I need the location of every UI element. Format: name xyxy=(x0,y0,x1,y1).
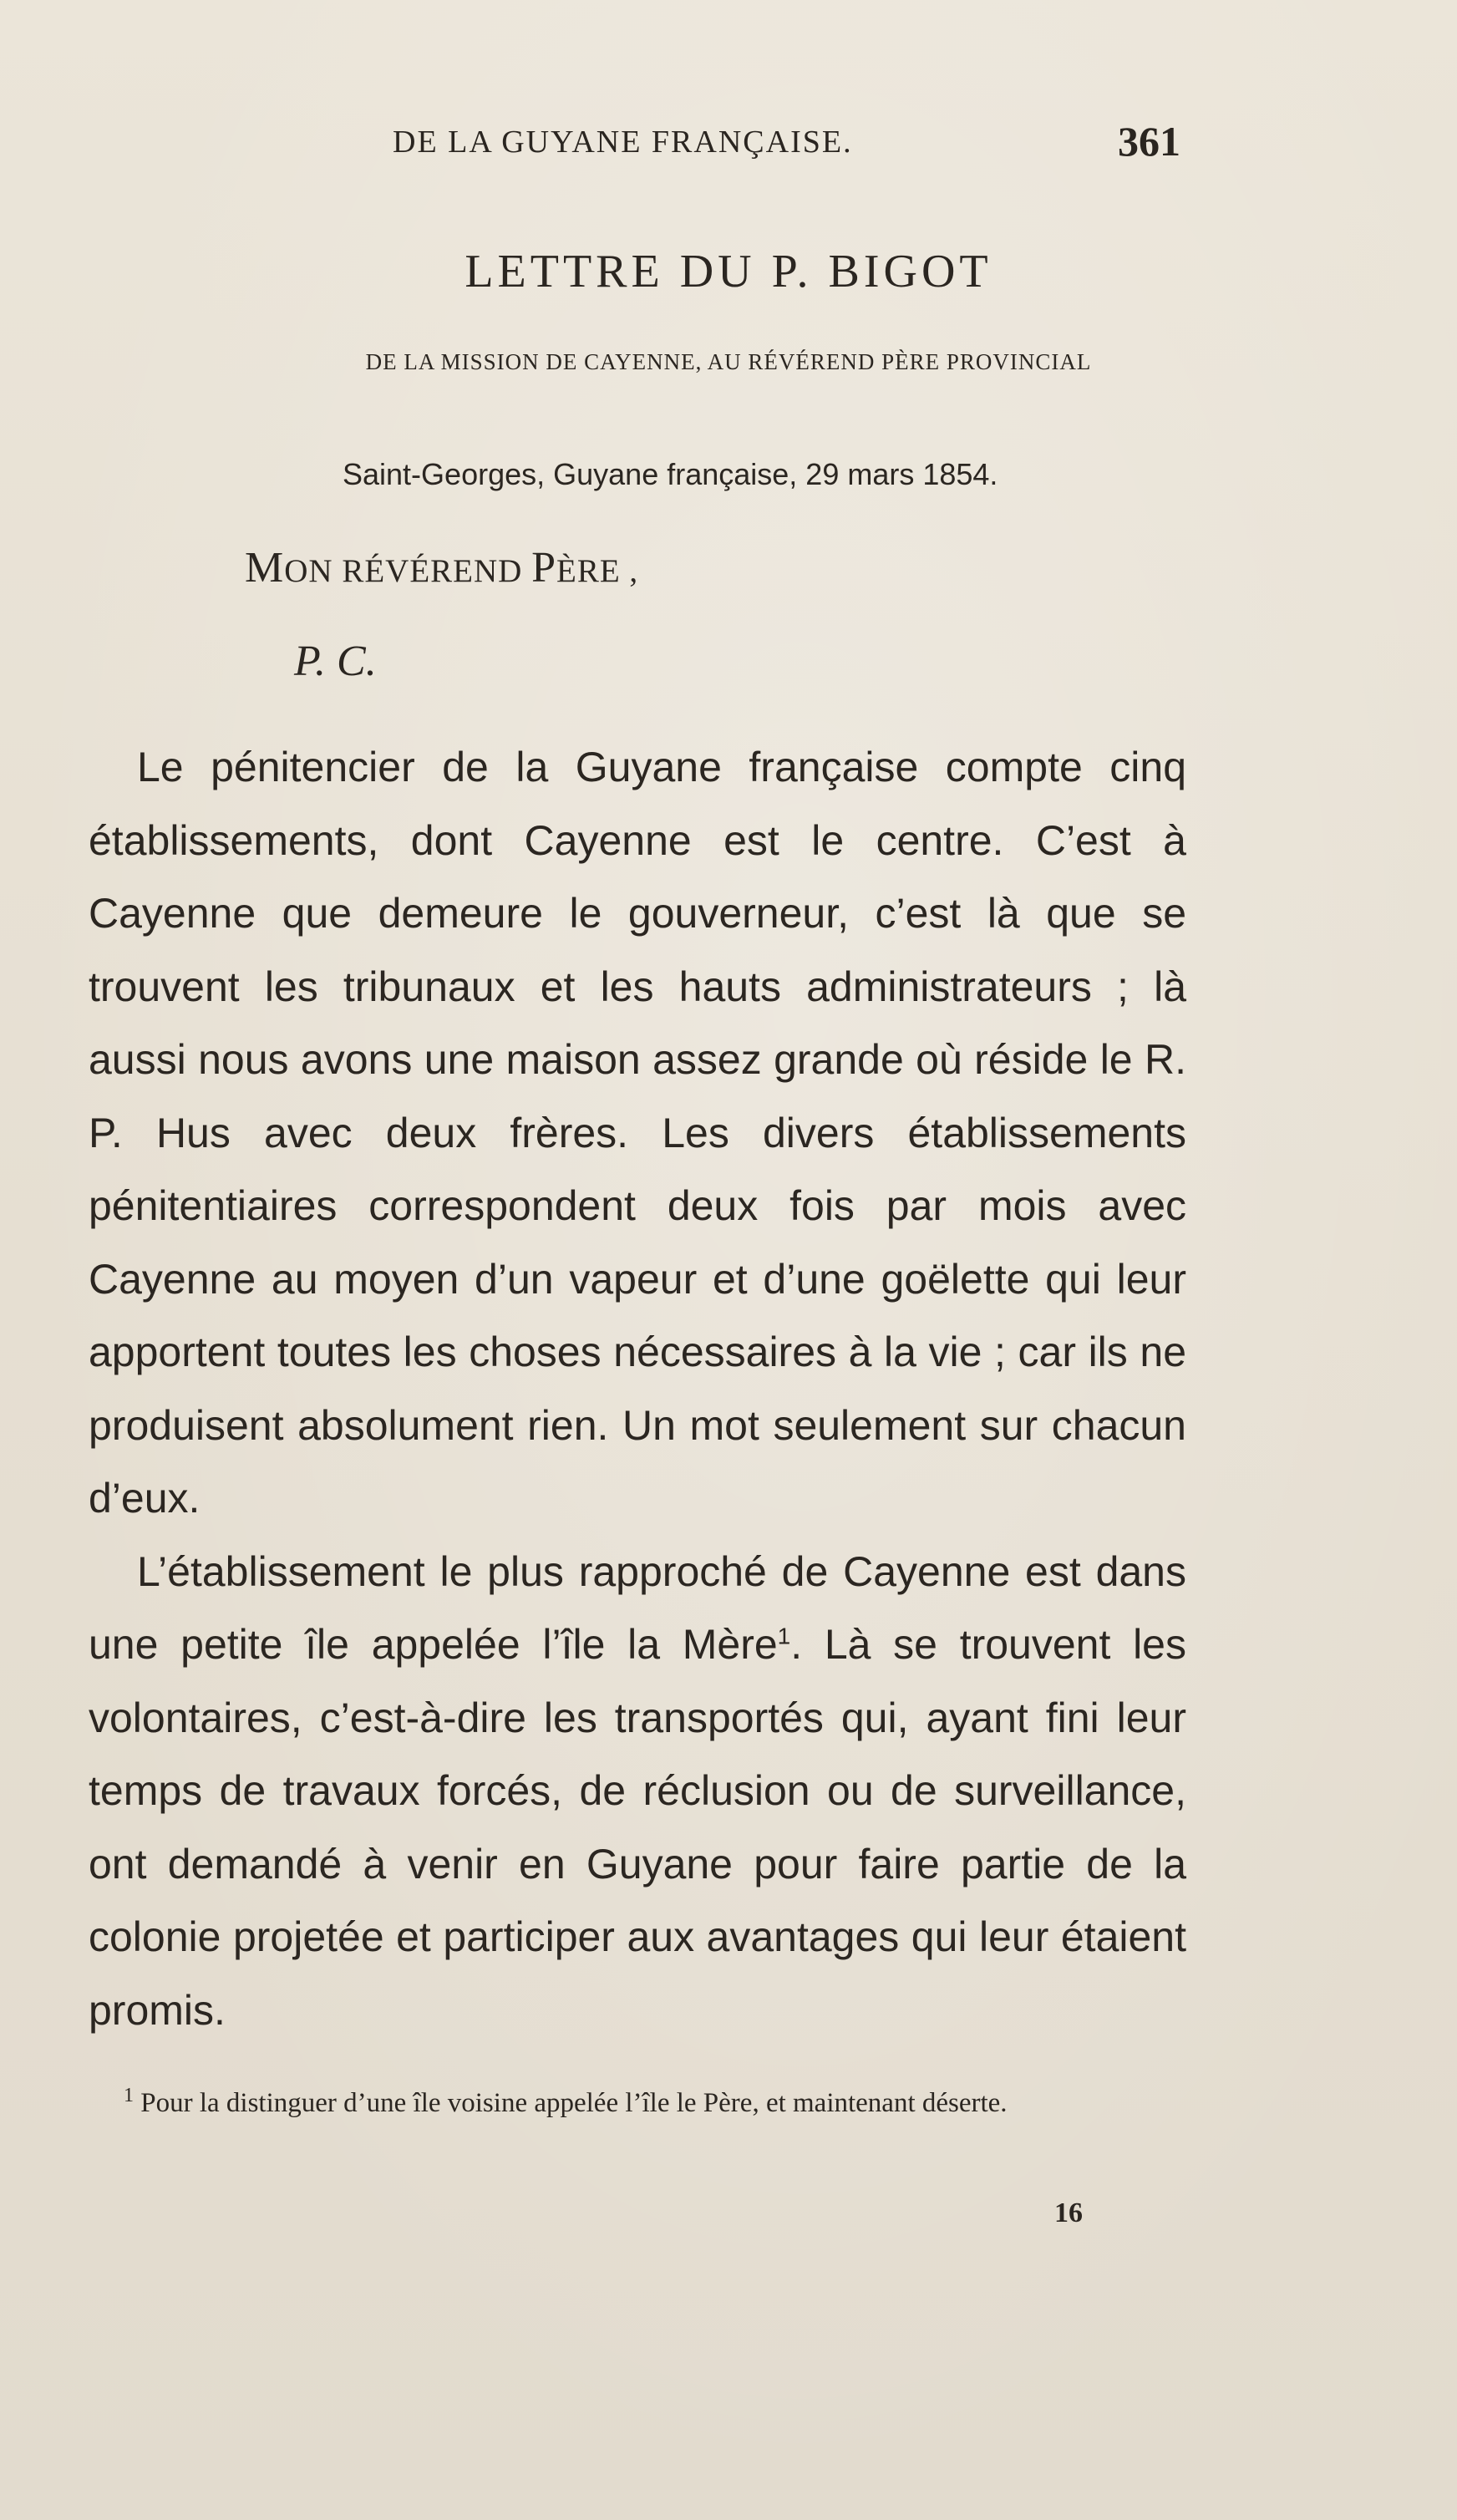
paragraph-2 xyxy=(89,1536,1186,2048)
letter-subtitle: DE LA MISSION DE CAYENNE, AU RÉVÉREND PÈRE PROVINCIAL xyxy=(365,349,1092,374)
body-text xyxy=(89,731,1186,2047)
running-head xyxy=(0,118,1457,174)
salutation-initial-p: P xyxy=(531,544,556,592)
salutation-initial-m: M xyxy=(245,544,285,592)
letter-title: LETTRE DU P. BIGOT xyxy=(465,246,992,297)
running-head-title: DE LA GUYANE FRANÇAISE. xyxy=(393,124,853,160)
dateline: Saint-Georges, Guyane française, 29 mars 1854. xyxy=(343,457,998,491)
footnote-marker: 1 xyxy=(124,2085,134,2106)
footnote-reference: 1 xyxy=(777,1623,791,1649)
page-number: 361 xyxy=(1118,118,1180,165)
signature-mark: 16 xyxy=(1054,2197,1083,2228)
salutation-small-caps-2: ÈRE , xyxy=(556,553,639,589)
salutation xyxy=(245,543,638,592)
footnote xyxy=(89,2081,1186,2126)
pax-christi: P. C. xyxy=(294,638,377,685)
paragraph-2-text-b: . Là se trouvent les volontaires, c’est-à-dire les transportés qui, ayant fini leur temps de travaux forcés, de réclusion ou de surveillance, ont demandé à venir en Guyane pour faire partie de la colonie projetée et participer aux avantages qui leur étaient promis. xyxy=(89,1621,1186,2034)
salutation-small-caps-1: ON RÉVÉREND xyxy=(284,553,532,589)
paragraph-1: Le pénitencier de la Guyane française compte cinq établissements, dont Cayenne est le centre. C’est à Cayenne que demeure le gouverneur, c’est là que se trouvent les tribunaux et les hauts administrateurs ; là aussi nous avons une maison assez grande où réside le R. P. Hus avec deux frères. Les divers établissements pénitentiaires correspondent deux fois par mois avec Cayenne au moyen d’un vapeur et d’une goëlette qui leur apportent toutes les choses nécessaires à la vie ; car ils ne produisent absolument rien. Un mot seulement sur chacun d’eux. xyxy=(89,744,1186,1522)
paragraph-2-text-a: L’établissement le plus rapproché de Cayenne est dans une petite île appelée l’île la Mère xyxy=(89,1547,1186,1668)
footnote-text: Pour la distinguer d’une île voisine appelée l’île le Père, et maintenant déserte. xyxy=(134,2088,1008,2118)
